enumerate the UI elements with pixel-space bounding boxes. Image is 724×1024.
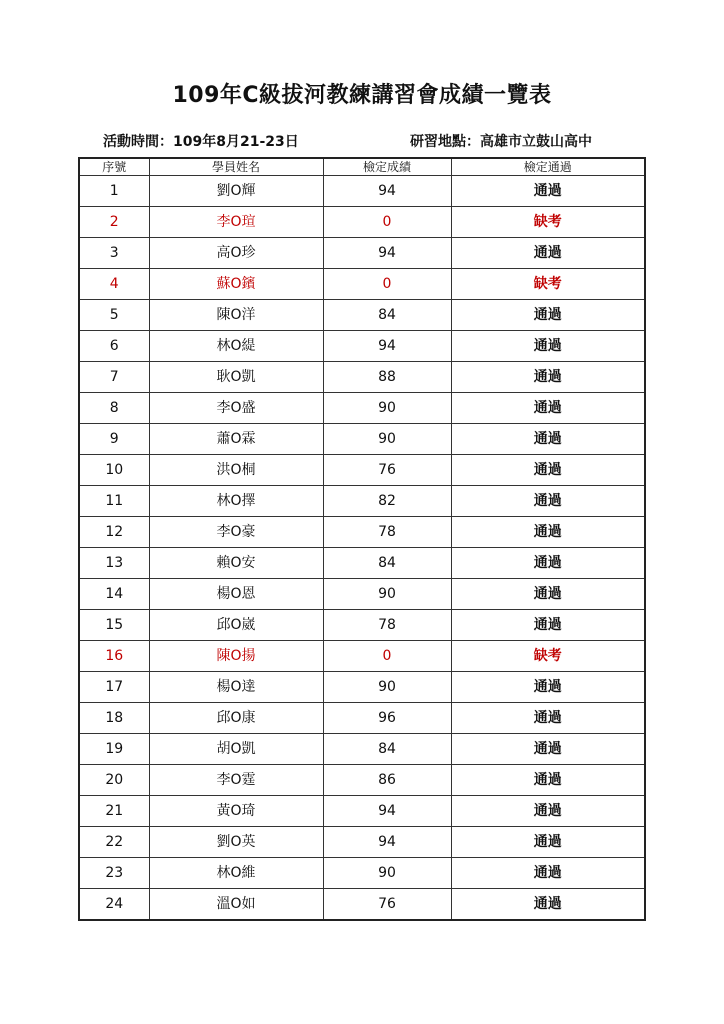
- activity-time: 活動時間：109年8月21-23日: [103, 134, 299, 150]
- table-row: [79, 486, 645, 517]
- score-cell: 84: [323, 548, 451, 579]
- score-cell: 94: [323, 331, 451, 362]
- result-cell: 通過: [451, 486, 645, 517]
- student-name-cell: 蕭O霖: [149, 424, 323, 455]
- table-row: [79, 424, 645, 455]
- score-cell: 90: [323, 579, 451, 610]
- serial-number-cell: 22: [79, 827, 149, 858]
- result-cell: 通過: [451, 734, 645, 765]
- table-row: [79, 517, 645, 548]
- serial-number-cell: 5: [79, 300, 149, 331]
- table-row: [79, 548, 645, 579]
- result-cell: 通過: [451, 703, 645, 734]
- serial-number-cell: 21: [79, 796, 149, 827]
- table-row: [79, 579, 645, 610]
- serial-number-cell: 4: [79, 269, 149, 300]
- student-name-cell: 李O豪: [149, 517, 323, 548]
- table-row: [79, 796, 645, 827]
- table-row: [79, 703, 645, 734]
- score-cell: 84: [323, 734, 451, 765]
- result-cell: 通過: [451, 796, 645, 827]
- score-cell: 88: [323, 362, 451, 393]
- result-cell: 通過: [451, 393, 645, 424]
- table-row: [79, 672, 645, 703]
- header-serial-number: 序號: [79, 158, 149, 176]
- score-cell: 94: [323, 176, 451, 207]
- document-title: 109年C級拔河教練講習會成績一覽表: [172, 83, 552, 108]
- table-row: [79, 176, 645, 207]
- header-test-score: 檢定成績: [323, 158, 451, 176]
- result-cell: 通過: [451, 858, 645, 889]
- student-name-cell: 洪O桐: [149, 455, 323, 486]
- serial-number-cell: 19: [79, 734, 149, 765]
- table-row: [79, 207, 645, 238]
- result-cell: 通過: [451, 548, 645, 579]
- serial-number-cell: 18: [79, 703, 149, 734]
- table-row: [79, 610, 645, 641]
- result-cell: 通過: [451, 362, 645, 393]
- serial-number-cell: 11: [79, 486, 149, 517]
- student-name-cell: 陳O揚: [149, 641, 323, 672]
- table-row: [79, 734, 645, 765]
- result-cell: 通過: [451, 176, 645, 207]
- result-cell: 通過: [451, 455, 645, 486]
- table-row: [79, 269, 645, 300]
- student-name-cell: 楊O恩: [149, 579, 323, 610]
- table-row: [79, 827, 645, 858]
- score-cell: 94: [323, 827, 451, 858]
- result-cell: 通過: [451, 424, 645, 455]
- score-cell: 94: [323, 238, 451, 269]
- header-test-result: 檢定通過: [451, 158, 645, 176]
- student-name-cell: 李O瑄: [149, 207, 323, 238]
- score-table: [78, 157, 646, 921]
- student-name-cell: 林O擇: [149, 486, 323, 517]
- result-cell: 通過: [451, 579, 645, 610]
- serial-number-cell: 12: [79, 517, 149, 548]
- serial-number-cell: 9: [79, 424, 149, 455]
- table-row: [79, 362, 645, 393]
- result-cell: 通過: [451, 238, 645, 269]
- student-name-cell: 邱O康: [149, 703, 323, 734]
- score-cell: 90: [323, 672, 451, 703]
- table-row: [79, 889, 645, 921]
- serial-number-cell: 2: [79, 207, 149, 238]
- score-cell: 0: [323, 641, 451, 672]
- score-cell: 96: [323, 703, 451, 734]
- score-cell: 86: [323, 765, 451, 796]
- student-name-cell: 林O維: [149, 858, 323, 889]
- result-cell: 通過: [451, 889, 645, 921]
- student-name-cell: 李O霆: [149, 765, 323, 796]
- serial-number-cell: 14: [79, 579, 149, 610]
- table-body: [79, 176, 645, 921]
- table-row: [79, 393, 645, 424]
- student-name-cell: 溫O如: [149, 889, 323, 921]
- result-cell: 缺考: [451, 641, 645, 672]
- serial-number-cell: 13: [79, 548, 149, 579]
- result-cell: 通過: [451, 517, 645, 548]
- student-name-cell: 劉O英: [149, 827, 323, 858]
- result-cell: 通過: [451, 827, 645, 858]
- serial-number-cell: 20: [79, 765, 149, 796]
- score-cell: 82: [323, 486, 451, 517]
- score-cell: 90: [323, 858, 451, 889]
- student-name-cell: 耿O凱: [149, 362, 323, 393]
- table-row: [79, 858, 645, 889]
- score-cell: 76: [323, 889, 451, 921]
- score-cell: 78: [323, 610, 451, 641]
- serial-number-cell: 10: [79, 455, 149, 486]
- serial-number-cell: 8: [79, 393, 149, 424]
- table-row: [79, 238, 645, 269]
- serial-number-cell: 17: [79, 672, 149, 703]
- score-cell: 0: [323, 269, 451, 300]
- serial-number-cell: 6: [79, 331, 149, 362]
- header-student-name: 學員姓名: [149, 158, 323, 176]
- student-name-cell: 楊O達: [149, 672, 323, 703]
- score-cell: 94: [323, 796, 451, 827]
- student-name-cell: 胡O凱: [149, 734, 323, 765]
- student-name-cell: 邱O崴: [149, 610, 323, 641]
- table-row: [79, 641, 645, 672]
- student-name-cell: 劉O輝: [149, 176, 323, 207]
- serial-number-cell: 16: [79, 641, 149, 672]
- result-cell: 通過: [451, 672, 645, 703]
- student-name-cell: 蘇O鑌: [149, 269, 323, 300]
- serial-number-cell: 7: [79, 362, 149, 393]
- score-cell: 90: [323, 393, 451, 424]
- result-cell: 通過: [451, 765, 645, 796]
- student-name-cell: 李O盛: [149, 393, 323, 424]
- student-name-cell: 陳O洋: [149, 300, 323, 331]
- activity-location: 研習地點：高雄市立鼓山高中: [410, 134, 592, 150]
- score-cell: 0: [323, 207, 451, 238]
- student-name-cell: 黃O琦: [149, 796, 323, 827]
- result-cell: 缺考: [451, 269, 645, 300]
- serial-number-cell: 23: [79, 858, 149, 889]
- table-header-row: [79, 158, 645, 176]
- student-name-cell: 賴O安: [149, 548, 323, 579]
- student-name-cell: 高O珍: [149, 238, 323, 269]
- table-row: [79, 300, 645, 331]
- serial-number-cell: 24: [79, 889, 149, 921]
- serial-number-cell: 1: [79, 176, 149, 207]
- result-cell: 通過: [451, 610, 645, 641]
- score-cell: 84: [323, 300, 451, 331]
- table-row: [79, 455, 645, 486]
- table-row: [79, 331, 645, 362]
- result-cell: 通過: [451, 331, 645, 362]
- table-row: [79, 765, 645, 796]
- serial-number-cell: 15: [79, 610, 149, 641]
- score-cell: 90: [323, 424, 451, 455]
- result-cell: 通過: [451, 300, 645, 331]
- result-cell: 缺考: [451, 207, 645, 238]
- student-name-cell: 林O緹: [149, 331, 323, 362]
- serial-number-cell: 3: [79, 238, 149, 269]
- score-cell: 76: [323, 455, 451, 486]
- score-cell: 78: [323, 517, 451, 548]
